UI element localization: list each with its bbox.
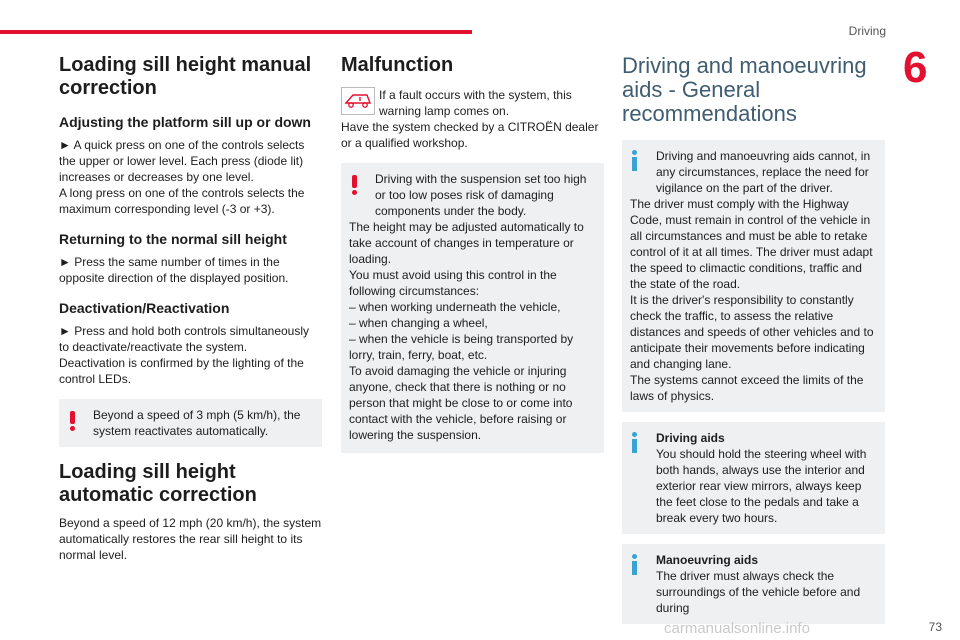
- info-box: [622, 140, 885, 412]
- info-text: You should hold the steering wheel with both hands, always use the interior and exterior rear view mirrors, always keep the feet close to the pedals and take a break every two hours.: [656, 447, 867, 525]
- info-line: The driver must comply with the Highway Code, must remain in control of the vehicle in all circumstances and must be able to retake control of it at all times. The driver must adapt the speed to climactic conditions, traffic and the state of the road.: [630, 197, 873, 291]
- heading-manual-correction: Loading sill height manual correction: [59, 54, 312, 99]
- heading-automatic-correction: Loading sill height automatic correction: [59, 461, 257, 506]
- lamp-text: If a fault occurs with the system, this warning lamp comes on.: [379, 88, 572, 118]
- paragraph: Deactivation is confirmed by the lighting of the control LEDs.: [59, 356, 304, 386]
- paragraph: A long press on one of the controls selects the maximum corresponding level (-3 or +3).: [59, 186, 305, 216]
- warning-box: [59, 399, 322, 447]
- paragraph: ► Press and hold both controls simultaneously to deactivate/reactivate the system.: [59, 324, 310, 354]
- chapter-number: 6: [903, 43, 928, 92]
- info-line: Driving and manoeuvring aids cannot, in any circumstances, replace the need for vigilance on the part of the driver.: [656, 149, 871, 195]
- warning-line: You must avoid using this control in the following circumstances:: [349, 268, 557, 298]
- exclamation-icon: [70, 411, 76, 429]
- header-accent-bar: [0, 30, 472, 34]
- subheading-returning: Returning to the normal sill height: [59, 231, 287, 247]
- watermark: carmanualsonline.info: [664, 620, 810, 637]
- suspension-warning-lamp-icon: [341, 87, 375, 115]
- column-1: [59, 54, 322, 563]
- exclamation-icon: [352, 175, 358, 193]
- paragraph: Beyond a speed of 12 mph (20 km/h), the system automatically restores the rear sill height to its normal level.: [59, 516, 322, 562]
- info-line: It is the driver's responsibility to constantly check the traffic, to assess the relative distances and speeds of other vehicles and to anticipate their movements before indicating and changing lane.: [630, 293, 874, 371]
- paragraph: Have the system checked by a CITROËN dealer or a qualified workshop.: [341, 120, 599, 150]
- warning-line: Driving with the suspension set too high or too low poses risk of damaging components under the body.: [375, 172, 587, 218]
- warning-box: [341, 163, 604, 453]
- page-number: 73: [928, 620, 942, 634]
- heading-malfunction: Malfunction: [341, 54, 454, 76]
- warning-lamp-row: [341, 87, 604, 119]
- info-heading: Driving aids: [656, 431, 725, 445]
- paragraph: ► Press the same number of times in the opposite direction of the displayed position.: [59, 255, 289, 285]
- warning-line: The height may be adjusted automatically to take account of changes in temperature or loading.: [349, 220, 584, 266]
- column-3: [622, 54, 885, 624]
- info-line: The systems cannot exceed the limits of the laws of physics.: [630, 373, 864, 403]
- info-heading: Manoeuvring aids: [656, 553, 759, 567]
- warning-line: – when changing a wheel,: [349, 316, 488, 330]
- heading-driving-aids: Driving and manoeuvring aids - General recommendations: [622, 53, 867, 126]
- info-box: [622, 544, 885, 624]
- warning-line: – when the vehicle is being transported by lorry, train, ferry, boat, etc.: [349, 332, 574, 362]
- section-title: Driving: [848, 24, 886, 38]
- subheading-deactivation: Deactivation/Reactivation: [59, 300, 230, 316]
- info-icon: [632, 554, 638, 574]
- info-icon: [632, 432, 638, 452]
- info-icon: [632, 150, 638, 170]
- warning-line: To avoid damaging the vehicle or injuring anyone, check that there is nothing or no person that might be close to or come into contact with the vehicle, before raising or lowering the suspension.: [349, 364, 573, 442]
- column-2: [341, 54, 604, 453]
- subheading-adjusting: Adjusting the platform sill up or down: [59, 114, 311, 130]
- paragraph: ► A quick press on one of the controls selects the upper or lower level. Each press (diode lit) increases or decreases by one level.: [59, 138, 305, 184]
- info-box: [622, 422, 885, 534]
- warning-line: – when working underneath the vehicle,: [349, 300, 561, 314]
- info-text: The driver must always check the surroundings of the vehicle before and during: [656, 569, 861, 615]
- warning-text: Beyond a speed of 3 mph (5 km/h), the system reactivates automatically.: [93, 408, 301, 438]
